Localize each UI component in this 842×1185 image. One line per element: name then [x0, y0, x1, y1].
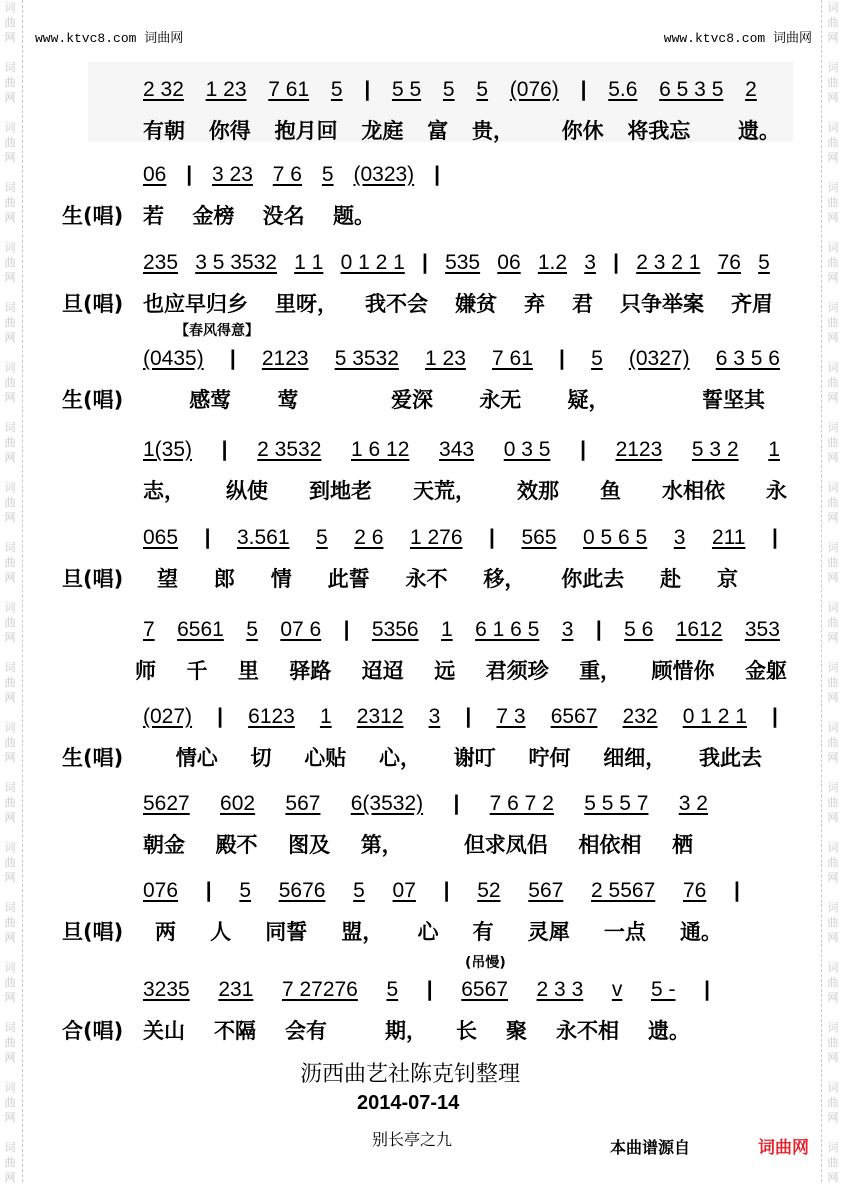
- note-group: 1.2: [537, 251, 568, 274]
- right-margin-line: [821, 0, 822, 1182]
- song-title: 别长亭之九: [372, 1130, 453, 1149]
- singer-label: 生(唱): [62, 388, 124, 412]
- note-group: 1612: [675, 618, 723, 641]
- note-group: 5 -: [650, 978, 676, 1001]
- lyric-word: 志，: [143, 479, 185, 503]
- bar-line: |: [343, 618, 350, 641]
- lyric-word: 金躯: [744, 659, 787, 683]
- watermark-text: 词 曲 网: [827, 301, 839, 344]
- note-group: 5: [246, 618, 258, 641]
- lyric-word: 里呀，: [275, 292, 338, 316]
- note-group: 2 32: [143, 78, 184, 101]
- left-margin-line: [22, 0, 23, 1182]
- note-group: 3.561: [236, 526, 290, 549]
- watermark-text: 词 曲 网: [4, 841, 16, 884]
- note-group: 07 6: [280, 618, 322, 641]
- lyric-word: 两: [155, 920, 176, 944]
- bar-line: |: [221, 438, 228, 461]
- bar-line: |: [465, 705, 472, 728]
- watermark-text: 词 曲 网: [4, 1081, 16, 1124]
- lyric-word: 京: [717, 567, 738, 591]
- note-group: 5: [330, 78, 343, 101]
- watermark-text: 词 曲 网: [827, 361, 839, 404]
- bar-line: |: [426, 978, 433, 1001]
- lyrics-line: [143, 115, 780, 143]
- watermark-text: 词 曲 网: [827, 481, 839, 524]
- source-site-link[interactable]: 词曲网: [758, 1138, 809, 1158]
- note-group: (076): [509, 78, 559, 101]
- note-group: 211: [711, 526, 746, 549]
- lyric-word: 一点: [603, 920, 646, 944]
- watermark-text: 词 曲 网: [827, 121, 839, 164]
- note-group: 353: [744, 618, 780, 641]
- lyric-word: 相依相: [578, 833, 642, 857]
- bar-line: |: [443, 879, 450, 902]
- note-group: 3 2: [678, 792, 708, 815]
- note-group: 7 61: [268, 78, 310, 101]
- lyric-word: 我不会: [365, 292, 428, 316]
- note-group: 5356: [371, 618, 419, 641]
- lyric-word: 郎: [213, 567, 235, 591]
- lyric-word: 效那: [517, 479, 559, 503]
- note-group: 5: [386, 978, 399, 1001]
- notation-line: [143, 163, 440, 189]
- bar-line: |: [489, 526, 495, 549]
- note-group: 5 6: [624, 618, 654, 641]
- site-header-left[interactable]: www.ktvc8.com 词曲网: [35, 31, 184, 46]
- bar-line: |: [453, 792, 460, 815]
- note-group: 5: [353, 879, 365, 902]
- lyric-word: 遗。: [648, 1019, 690, 1043]
- lyric-word: 心贴: [304, 746, 347, 770]
- lyric-word: 水相依: [662, 479, 725, 503]
- bar-line: |: [704, 978, 710, 1001]
- note-group: 1 6 12: [351, 438, 410, 461]
- tune-tag: (吊慢): [465, 955, 506, 971]
- lyric-word: 贵，: [471, 119, 514, 143]
- lyric-word: 若: [143, 204, 164, 228]
- note-group: 5.6: [608, 78, 638, 101]
- note-group: 06: [497, 251, 521, 274]
- lyrics-line: [143, 829, 693, 857]
- bar-line: |: [595, 618, 602, 641]
- note-group: 52: [477, 879, 501, 902]
- note-group: 5: [321, 163, 334, 186]
- lyric-word: 会有: [285, 1019, 327, 1043]
- bar-line: |: [229, 347, 236, 370]
- note-group: 1(35): [143, 438, 193, 461]
- note-group: 5: [316, 526, 328, 549]
- lyric-word: 移，: [483, 567, 526, 591]
- watermark-text: 词 曲 网: [4, 481, 16, 524]
- lyric-word: 遗。: [737, 119, 780, 143]
- notation-line: [143, 347, 780, 373]
- note-group: 6567: [461, 978, 508, 1001]
- lyric-word: 顾惜你: [651, 659, 715, 683]
- note-group: 3: [584, 251, 596, 274]
- lyric-word: 情心: [175, 746, 218, 770]
- note-group: 7 61: [492, 347, 533, 370]
- note-group: 1 23: [425, 347, 466, 370]
- lyric-word: 此誓: [327, 567, 370, 591]
- watermark-text: 词 曲 网: [4, 1021, 16, 1064]
- lyric-word: 期，: [385, 1019, 427, 1043]
- lyric-word: 永: [766, 479, 787, 503]
- watermark-text: 词 曲 网: [4, 1141, 16, 1184]
- lyric-word: 誓坚其: [702, 388, 765, 412]
- lyric-word: 咛何: [528, 746, 571, 770]
- lyric-word: 聚: [506, 1019, 527, 1043]
- watermark-text: 词 曲 网: [827, 421, 839, 464]
- watermark-text: 词 曲 网: [827, 541, 839, 584]
- note-group: 6567: [550, 705, 598, 728]
- watermark-text: 词 曲 网: [4, 421, 16, 464]
- lyric-word: 将我忘: [627, 119, 691, 143]
- watermark-text: 词 曲 网: [827, 721, 839, 764]
- notation-line: [143, 78, 757, 104]
- note-group: 5: [239, 879, 252, 902]
- watermark-text: 词 曲 网: [827, 1, 839, 44]
- note-group: 07: [392, 879, 416, 902]
- note-group: 5 5: [391, 78, 422, 101]
- lyric-word: 鱼: [600, 479, 621, 503]
- lyric-word: 情: [270, 567, 292, 591]
- note-group: 076: [143, 879, 179, 902]
- watermark-text: 词 曲 网: [4, 721, 16, 764]
- note-group: (0327): [628, 347, 690, 370]
- note-group: 2 3 3: [536, 978, 584, 1001]
- note-group: 1 23: [205, 78, 247, 101]
- bar-line: |: [421, 251, 428, 274]
- bar-line: |: [559, 347, 565, 370]
- lyric-word: 远: [434, 659, 456, 683]
- lyric-word: 心: [417, 920, 439, 944]
- watermark-text: 词 曲 网: [827, 1141, 839, 1184]
- lyrics-line: [143, 384, 765, 412]
- watermark-text: 词 曲 网: [827, 1081, 839, 1124]
- watermark-text: 词 曲 网: [4, 961, 16, 1004]
- note-group: 567: [528, 879, 564, 902]
- watermark-text: 词 曲 网: [827, 1021, 839, 1064]
- note-group: 7 27276: [281, 978, 358, 1001]
- watermark-text: 词 曲 网: [827, 241, 839, 284]
- note-group: 0 3 5: [503, 438, 551, 461]
- note-group: 3 23: [212, 163, 253, 186]
- watermark-text: 词 曲 网: [4, 241, 16, 284]
- notation-line: [143, 251, 770, 277]
- note-group: 6 3 5 6: [715, 347, 780, 370]
- note-group: 7: [143, 618, 155, 641]
- lyric-word: 有: [472, 920, 494, 944]
- lyric-word: 题。: [332, 204, 375, 228]
- watermark-text: 词 曲 网: [827, 961, 839, 1004]
- lyric-word: 千: [186, 659, 208, 683]
- note-group: 2 6: [354, 526, 384, 549]
- note-group: 2 5567: [591, 879, 656, 902]
- note-group: 3 5 3532: [195, 251, 277, 274]
- lyric-word: 疑，: [567, 388, 610, 412]
- lyric-word: 赴: [660, 567, 682, 591]
- lyric-word: 弃: [524, 292, 545, 316]
- lyric-word: 重，: [579, 659, 622, 683]
- lyric-word: 栖: [671, 833, 693, 857]
- note-group: 5 5 5 7: [584, 792, 649, 815]
- lyric-word: 第，: [360, 833, 403, 857]
- note-group: 0 1 2 1: [340, 251, 405, 274]
- lyric-word: 谢叮: [453, 746, 496, 770]
- bar-line: |: [364, 78, 371, 101]
- lyric-word: 里: [237, 659, 259, 683]
- note-group: 602: [220, 792, 256, 815]
- tune-tag: 【春风得意】: [175, 323, 259, 339]
- note-group: 6 1 6 5: [475, 618, 540, 641]
- notation-line: [143, 879, 740, 905]
- watermark-text: 词 曲 网: [4, 601, 16, 644]
- watermark-text: 词 曲 网: [4, 181, 16, 224]
- note-group: 565: [521, 526, 557, 549]
- note-group: 2 3532: [257, 438, 322, 461]
- note-group: 1: [441, 618, 453, 641]
- watermark-text: 词 曲 网: [4, 541, 16, 584]
- lyric-word: 师: [135, 659, 156, 683]
- notation-line: [143, 978, 710, 1004]
- note-group: 2: [745, 78, 757, 101]
- bar-line: |: [771, 526, 778, 549]
- singer-label: 合(唱): [62, 1019, 124, 1043]
- bar-line: |: [580, 438, 586, 461]
- note-group: 76: [717, 251, 741, 274]
- lyric-word: 通。: [680, 920, 722, 944]
- lyric-word: 君须珍: [485, 659, 549, 683]
- bar-line: |: [205, 879, 212, 902]
- notation-line: [143, 792, 708, 818]
- lyrics-line: [157, 563, 738, 591]
- note-group: (0323): [353, 163, 415, 186]
- note-group: 3: [428, 705, 441, 728]
- lyric-word: 你休: [561, 119, 604, 143]
- singer-label: 生(唱): [62, 746, 124, 770]
- lyric-word: 你得: [208, 119, 251, 143]
- lyric-word: 你此去: [561, 567, 625, 591]
- note-group: 5: [442, 78, 455, 101]
- watermark-text: 词 曲 网: [4, 1, 16, 44]
- lyric-word: 有朝: [143, 119, 185, 143]
- notation-line: [143, 618, 780, 644]
- bar-line: |: [613, 251, 619, 274]
- bar-line: |: [434, 163, 440, 186]
- note-group: 6561: [177, 618, 224, 641]
- note-group: 7 6: [272, 163, 302, 186]
- note-group: 6123: [248, 705, 295, 728]
- site-header-right[interactable]: www.ktvc8.com 词曲网: [663, 31, 812, 46]
- note-group: 3: [673, 526, 686, 549]
- note-group: 567: [285, 792, 321, 815]
- note-group: 5 3 2: [691, 438, 739, 461]
- note-group: 5: [591, 347, 603, 370]
- note-group: 1 276: [409, 526, 463, 549]
- watermark-text: 词 曲 网: [827, 181, 839, 224]
- watermark-text: 词 曲 网: [827, 781, 839, 824]
- note-group: 343: [439, 438, 475, 461]
- lyric-word: 没名: [262, 204, 305, 228]
- lyric-word: 永无: [479, 388, 522, 412]
- note-group: 1: [768, 438, 780, 461]
- note-group: 5: [758, 251, 770, 274]
- date: 2014-07-14: [357, 1092, 460, 1114]
- lyric-word: 君: [572, 292, 593, 316]
- note-group: 2 3 2 1: [636, 251, 701, 274]
- note-group: 2123: [261, 347, 309, 370]
- note-group: 1: [319, 705, 332, 728]
- watermark-text: 词 曲 网: [827, 601, 839, 644]
- note-group: 535: [445, 251, 481, 274]
- note-group: 5627: [143, 792, 190, 815]
- note-group: 0 5 6 5: [583, 526, 648, 549]
- lyrics-line: [143, 1015, 690, 1043]
- note-group: 232: [622, 705, 658, 728]
- notation-line: [143, 438, 780, 464]
- singer-label: 旦(唱): [62, 920, 124, 944]
- lyric-word: 迢迢: [361, 659, 404, 683]
- watermark-text: 词 曲 网: [4, 301, 16, 344]
- lyric-word: 天荒，: [413, 479, 476, 503]
- note-group: (027): [143, 705, 193, 728]
- singer-label: 旦(唱): [62, 567, 124, 591]
- lyric-word: 龙庭: [361, 119, 404, 143]
- watermark-text: 词 曲 网: [827, 901, 839, 944]
- lyric-word: 关山: [143, 1019, 185, 1043]
- arranger-credit: 沥西曲艺社陈克钊整理: [300, 1062, 521, 1087]
- watermark-text: 词 曲 网: [4, 61, 16, 104]
- watermark-text: 词 曲 网: [4, 121, 16, 164]
- lyric-word: 我此去: [699, 746, 762, 770]
- watermark-text: 词 曲 网: [4, 661, 16, 704]
- singer-label: 旦(唱): [62, 292, 124, 316]
- lyric-word: 也应早归乡: [143, 292, 248, 316]
- singer-label: 生(唱): [62, 204, 124, 228]
- lyric-word: 同誓: [265, 920, 308, 944]
- lyric-word: 长: [456, 1019, 477, 1043]
- lyric-word: 不隔: [214, 1019, 256, 1043]
- lyric-word: 朝金: [143, 833, 185, 857]
- lyric-word: 纵使: [226, 479, 268, 503]
- note-group: 1 1: [294, 251, 324, 274]
- lyric-word: 灵犀: [527, 920, 570, 944]
- notation-line: [143, 526, 778, 552]
- lyric-word: 图及: [288, 833, 331, 857]
- note-group: 065: [143, 526, 179, 549]
- note-group: 3: [561, 618, 574, 641]
- watermark-text: 词 曲 网: [4, 781, 16, 824]
- lyric-word: 殿不: [215, 833, 258, 857]
- lyric-word: 切: [250, 746, 272, 770]
- lyrics-line: [155, 916, 722, 944]
- source-label: 本曲谱源自: [610, 1138, 691, 1157]
- lyric-word: 望: [157, 567, 178, 591]
- lyric-word: 嫌贫: [455, 292, 497, 316]
- note-group: 06: [143, 163, 167, 186]
- lyric-word: 细细，: [603, 746, 667, 770]
- bar-line: |: [580, 78, 587, 101]
- lyric-word: 富: [427, 119, 449, 143]
- bar-line: |: [186, 163, 193, 186]
- lyrics-line: [143, 200, 375, 228]
- lyric-word: 盟，: [341, 920, 384, 944]
- note-group: 3235: [143, 978, 190, 1001]
- note-group: 0 1 2 1: [682, 705, 747, 728]
- lyric-word: 永不相: [556, 1019, 619, 1043]
- note-group: 5 3532: [334, 347, 399, 370]
- bar-line: |: [772, 705, 778, 728]
- watermark-text: 词 曲 网: [4, 361, 16, 404]
- note-group: 76: [682, 879, 707, 902]
- lyric-word: 心，: [379, 746, 421, 770]
- lyrics-line: [143, 742, 762, 770]
- note-group: 231: [218, 978, 254, 1001]
- lyric-word: 抱月回: [274, 119, 338, 143]
- note-group: 235: [143, 251, 179, 274]
- lyrics-line: [143, 288, 773, 316]
- watermark-text: 词 曲 网: [827, 661, 839, 704]
- bar-line: |: [217, 705, 224, 728]
- notation-line: [143, 705, 778, 731]
- lyric-word: 只争举案: [620, 292, 704, 316]
- lyric-word: 齐眉: [731, 292, 773, 316]
- lyric-word: 永不: [405, 567, 448, 591]
- bar-line: |: [204, 526, 211, 549]
- lyric-word: 驿路: [289, 659, 332, 683]
- note-group: 7 6 7 2: [489, 792, 554, 815]
- watermark-text: 词 曲 网: [827, 841, 839, 884]
- lyric-word: 莺: [277, 388, 299, 412]
- note-group: 5676: [278, 879, 326, 902]
- lyric-word: 感莺: [189, 388, 232, 412]
- lyric-word: 金榜: [192, 204, 235, 228]
- note-group: 6 5 3 5: [659, 78, 724, 101]
- watermark-text: 词 曲 网: [4, 901, 16, 944]
- watermark-text: 词 曲 网: [827, 61, 839, 104]
- note-group: v: [611, 978, 623, 1001]
- bar-line: |: [734, 879, 740, 902]
- lyric-word: 爱深: [391, 388, 433, 412]
- lyrics-line: [143, 475, 787, 503]
- note-group: 5: [476, 78, 489, 101]
- note-group: 2123: [615, 438, 663, 461]
- lyric-word: 但求凤侣: [463, 833, 548, 857]
- lyrics-line: [135, 655, 787, 683]
- note-group: 2312: [356, 705, 404, 728]
- note-group: 7 3: [496, 705, 526, 728]
- lyric-word: 到地老: [309, 479, 372, 503]
- note-group: 6(3532): [350, 792, 424, 815]
- lyric-word: 人: [210, 920, 232, 944]
- note-group: (0435): [143, 347, 204, 370]
